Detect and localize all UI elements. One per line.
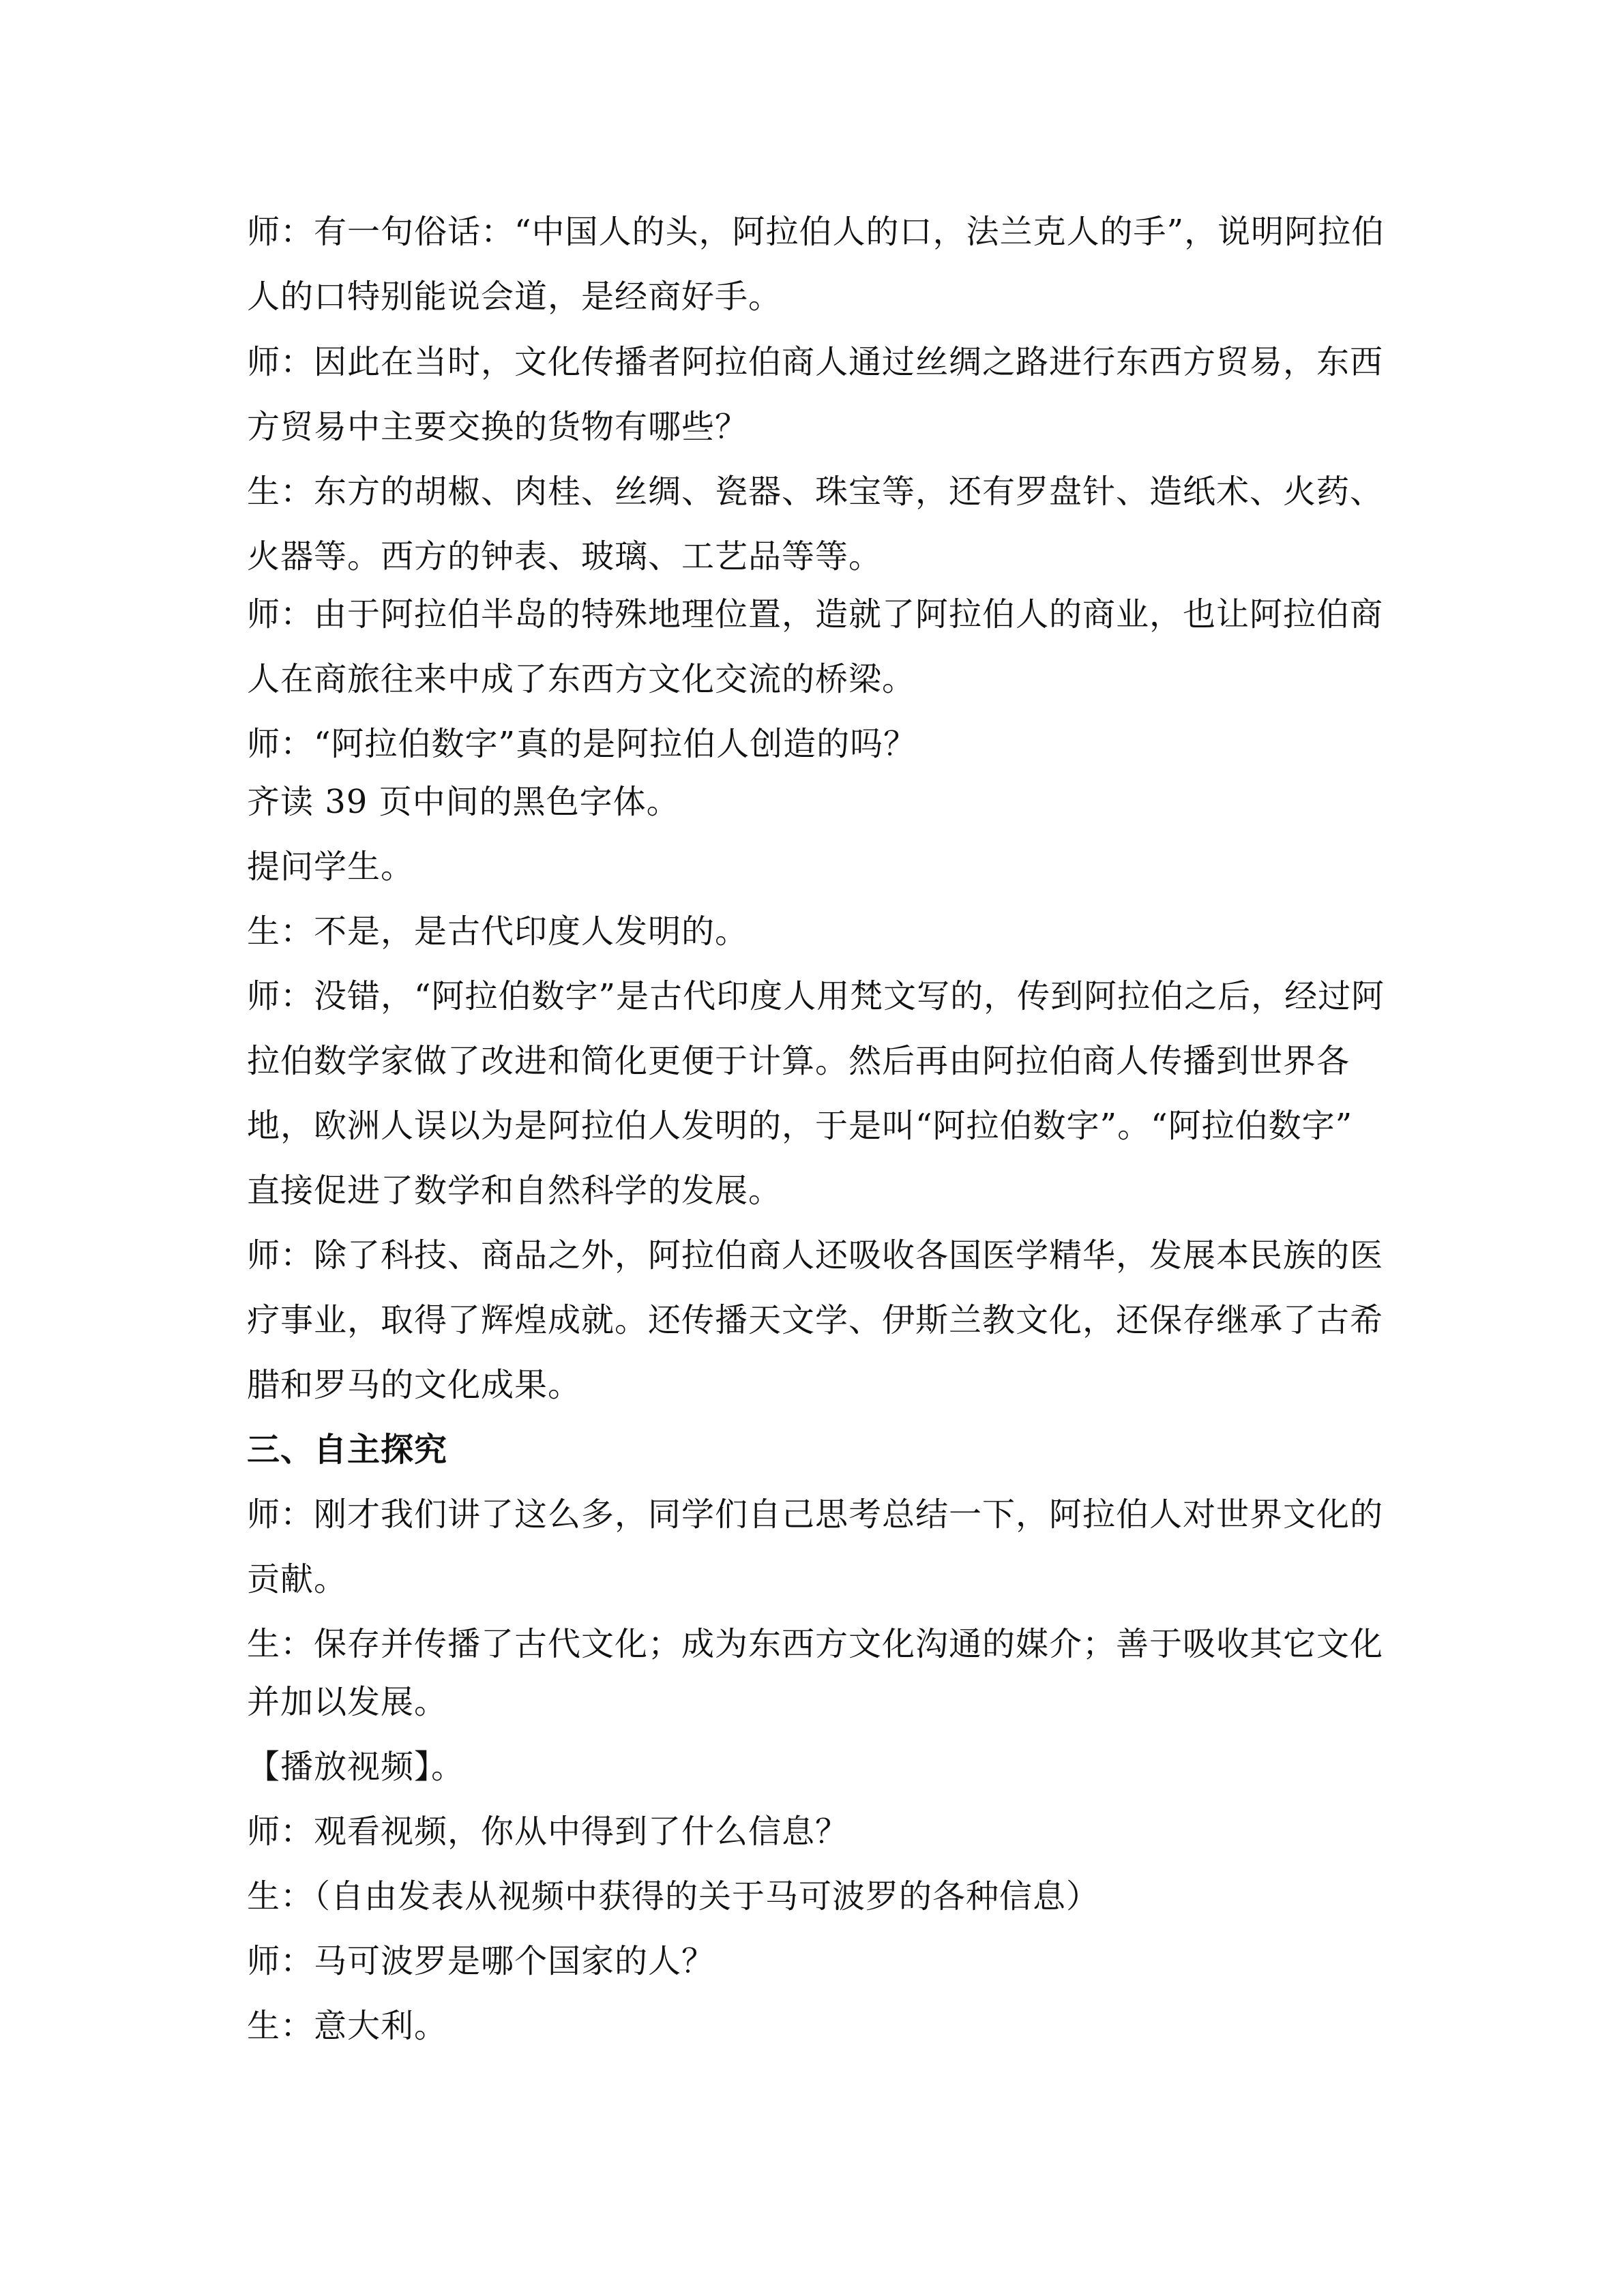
text-line: 师：有一句俗话：“中国人的头，阿拉伯人的口，法兰克人的手”，说明阿拉伯 [247, 213, 1385, 251]
text-line: 生：东方的胡椒、肉桂、丝绸、瓷器、珠宝等，还有罗盘针、造纸术、火药、 [247, 473, 1384, 511]
text-line: 拉伯数学家做了改进和简化更便于计算。然后再由阿拉伯商人传播到世界各 [247, 1042, 1350, 1080]
text-line: 方贸易中主要交换的货物有哪些？ [247, 408, 749, 446]
text-line: 疗事业，取得了辉煌成就。还传播天文学、伊斯兰教文化，还保存继承了古希 [247, 1301, 1384, 1339]
text-line: 地，欧洲人误以为是阿拉伯人发明的，于是叫“阿拉伯数字”。“阿拉伯数字” [247, 1107, 1353, 1145]
text-line: 师：因此在当时，文化传播者阿拉伯商人通过丝绸之路进行东西方贸易，东西 [247, 343, 1384, 381]
text-line: 师：没错，“阿拉伯数字”是古代印度人用梵文写的，传到阿拉伯之后，经过阿 [247, 977, 1385, 1015]
text-line: 人在商旅往来中成了东西方文化交流的桥梁。 [247, 660, 916, 698]
text-line: 生：意大利。 [247, 2007, 448, 2045]
text-line: 师：马可波罗是哪个国家的人？ [247, 1942, 715, 1980]
text-line: 齐读 39 页中间的黑色字体。 [247, 783, 680, 821]
section-heading: 三、自主探究 [247, 1431, 448, 1469]
text-line: 生：不是，是古代印度人发明的。 [247, 912, 749, 951]
text-line: 火器等。西方的钟表、玻璃、工艺品等等。 [247, 537, 883, 576]
text-line: 人的口特别能说会道，是经商好手。 [247, 278, 782, 316]
text-line: 师：由于阿拉伯半岛的特殊地理位置，造就了阿拉伯人的商业，也让阿拉伯商 [247, 595, 1384, 633]
text-line: 提问学生。 [247, 848, 415, 886]
text-line: 直接促进了数学和自然科学的发展。 [247, 1172, 782, 1210]
text-line: 师：刚才我们讲了这么多，同学们自己思考总结一下，阿拉伯人对世界文化的 [247, 1495, 1384, 1534]
text-line: 生：（自由发表从视频中获得的关于马可波罗的各种信息） [247, 1877, 1100, 1915]
text-line: 生：保存并传播了古代文化；成为东西方文化沟通的媒介；善于吸收其它文化 [247, 1625, 1384, 1663]
text-line: 贡献。 [247, 1560, 348, 1598]
text-line: 【播放视频】。 [247, 1748, 465, 1786]
text-line: 师：“阿拉伯数字”真的是阿拉伯人创造的吗？ [247, 725, 917, 763]
text-line: 师：观看视频，你从中得到了什么信息？ [247, 1813, 849, 1851]
text-line: 师：除了科技、商品之外，阿拉伯商人还吸收各国医学精华，发展本民族的医 [247, 1236, 1384, 1274]
text-line: 腊和罗马的文化成果。 [247, 1366, 582, 1404]
text-line: 并加以发展。 [247, 1683, 448, 1721]
